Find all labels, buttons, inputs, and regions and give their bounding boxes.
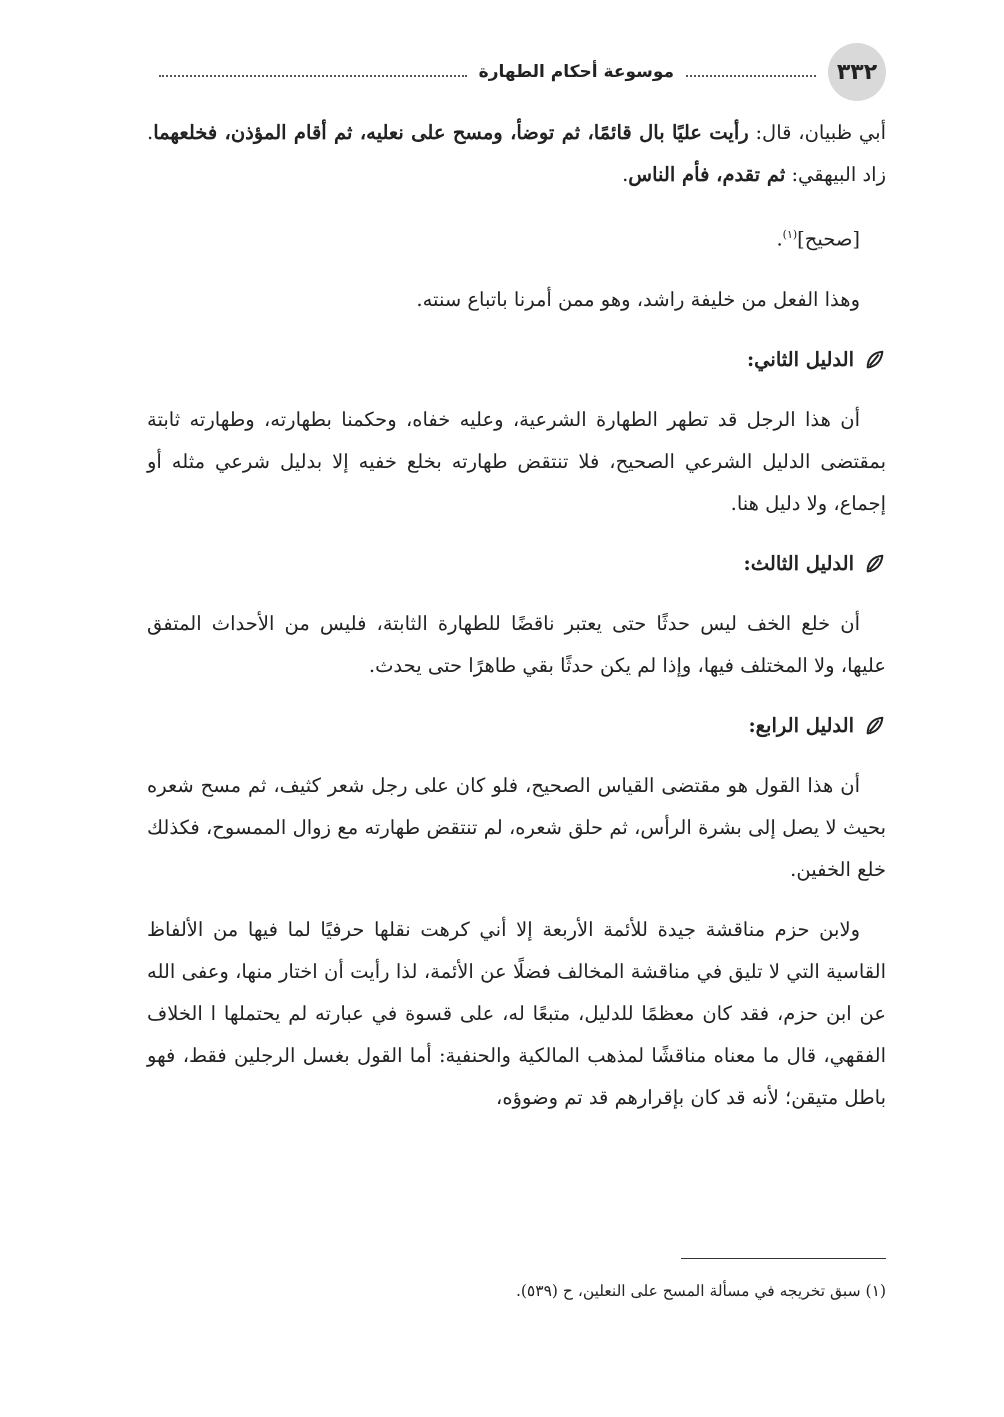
header-divider-left bbox=[159, 75, 467, 77]
hadith-intro-text: أبي ظبيان، قال: bbox=[748, 121, 886, 144]
paragraph-evidence-4: أن هذا القول هو مقتضى القياس الصحيح، فلو كان على رجل شعر كثيف، ثم مسح شعره بحيث لا يصل إلى بشرة الرأس، ثم حلق شعره، لم تنتقض طهارته مع زوال الممسوح، فكذلك خلع الخفين. bbox=[147, 773, 886, 881]
page-number: ٣٣٢ bbox=[828, 43, 886, 101]
paragraph-evidence-2: أن هذا الرجل قد تطهر الطهارة الشرعية، وعليه خفاه، وحكمنا بطهارته، وطهارته ثابتة بمقتضى الدليل الشرعي الصحيح، فلا تنتقض طهارته بخلع خفيه إلا بدليل شرعي مثله أو إجماع، ولا دليل هنا. bbox=[147, 407, 886, 515]
paragraph-hadith bbox=[147, 112, 886, 196]
page-body bbox=[147, 112, 886, 1137]
paragraph-grade bbox=[147, 214, 886, 261]
paragraph-evidence-3: أن خلع الخف ليس حدثًا حتى يعتبر ناقضًا للطهارة الثابتة، فليس من الأحداث المتفق عليها، ولا المختلف فيها، وإذا لم يكن حدثًا بقي طاهرًا حتى يحدث. bbox=[147, 611, 886, 677]
leaf-ornament-icon bbox=[864, 553, 886, 575]
heading-evidence-2 bbox=[147, 339, 886, 381]
heading-label: الدليل الثالث: bbox=[743, 551, 854, 575]
paragraph-ibn-hazm: ولابن حزم مناقشة جيدة للأئمة الأربعة إلا أني كرهت نقلها حرفيًا لما فيها من الألفاظ القاسية التي لا تليق في مناقشة المخالف فضلًا عن الأئمة، لذا رأيت أن اختار منها، وعفى الله عن ابن حزم، فقد كان معظمًا للدليل، متبعًا له، على قسوة في عبارته لم يحتملها ا الخلاف الفقهي، قال ما معناه مناقشًا لمذهب المالكية والحنفية: أما القول بغسل الرجلين فقط، فهو باطل متيقن؛ لأنه قد كان بإقرارهم قد تم وضوؤه، bbox=[147, 917, 886, 1109]
leaf-ornament-icon bbox=[864, 715, 886, 737]
heading-evidence-4 bbox=[147, 705, 886, 747]
heading-evidence-3 bbox=[147, 543, 886, 585]
footnote-separator bbox=[681, 1258, 886, 1259]
hadith-addition-text: ثم تقدم، فأم الناس bbox=[628, 163, 786, 186]
hadith-addition-intro: . زاد البيهقي: bbox=[147, 121, 886, 186]
heading-label: الدليل الثاني: bbox=[746, 347, 854, 371]
grade-end-punct: . bbox=[776, 227, 783, 251]
page-header bbox=[147, 42, 886, 102]
header-divider-right bbox=[686, 75, 816, 77]
footnote bbox=[147, 1278, 886, 1304]
running-title: موسوعة أحكام الطهارة bbox=[478, 62, 674, 82]
paragraph-caliph-action: وهذا الفعل من خليفة راشد، وهو ممن أمرنا باتباع سنته. bbox=[416, 287, 860, 311]
hadith-quote-text: رأيت عليًا بال قائمًا، ثم توضأ، ومسح على نعليه، ثم أقام المؤذن، فخلعهما bbox=[153, 121, 749, 144]
hadith-end-punct: . bbox=[622, 163, 629, 186]
footnote-number: (١) bbox=[865, 1282, 886, 1300]
hadith-grade: [صحيح] bbox=[797, 227, 860, 251]
footnote-text: سبق تخريجه في مسألة المسح على النعلين، ح (٥٣٩). bbox=[515, 1282, 861, 1300]
footnote-marker[interactable]: (١) bbox=[782, 228, 798, 241]
leaf-ornament-icon bbox=[864, 349, 886, 371]
heading-label: الدليل الرابع: bbox=[748, 713, 854, 737]
